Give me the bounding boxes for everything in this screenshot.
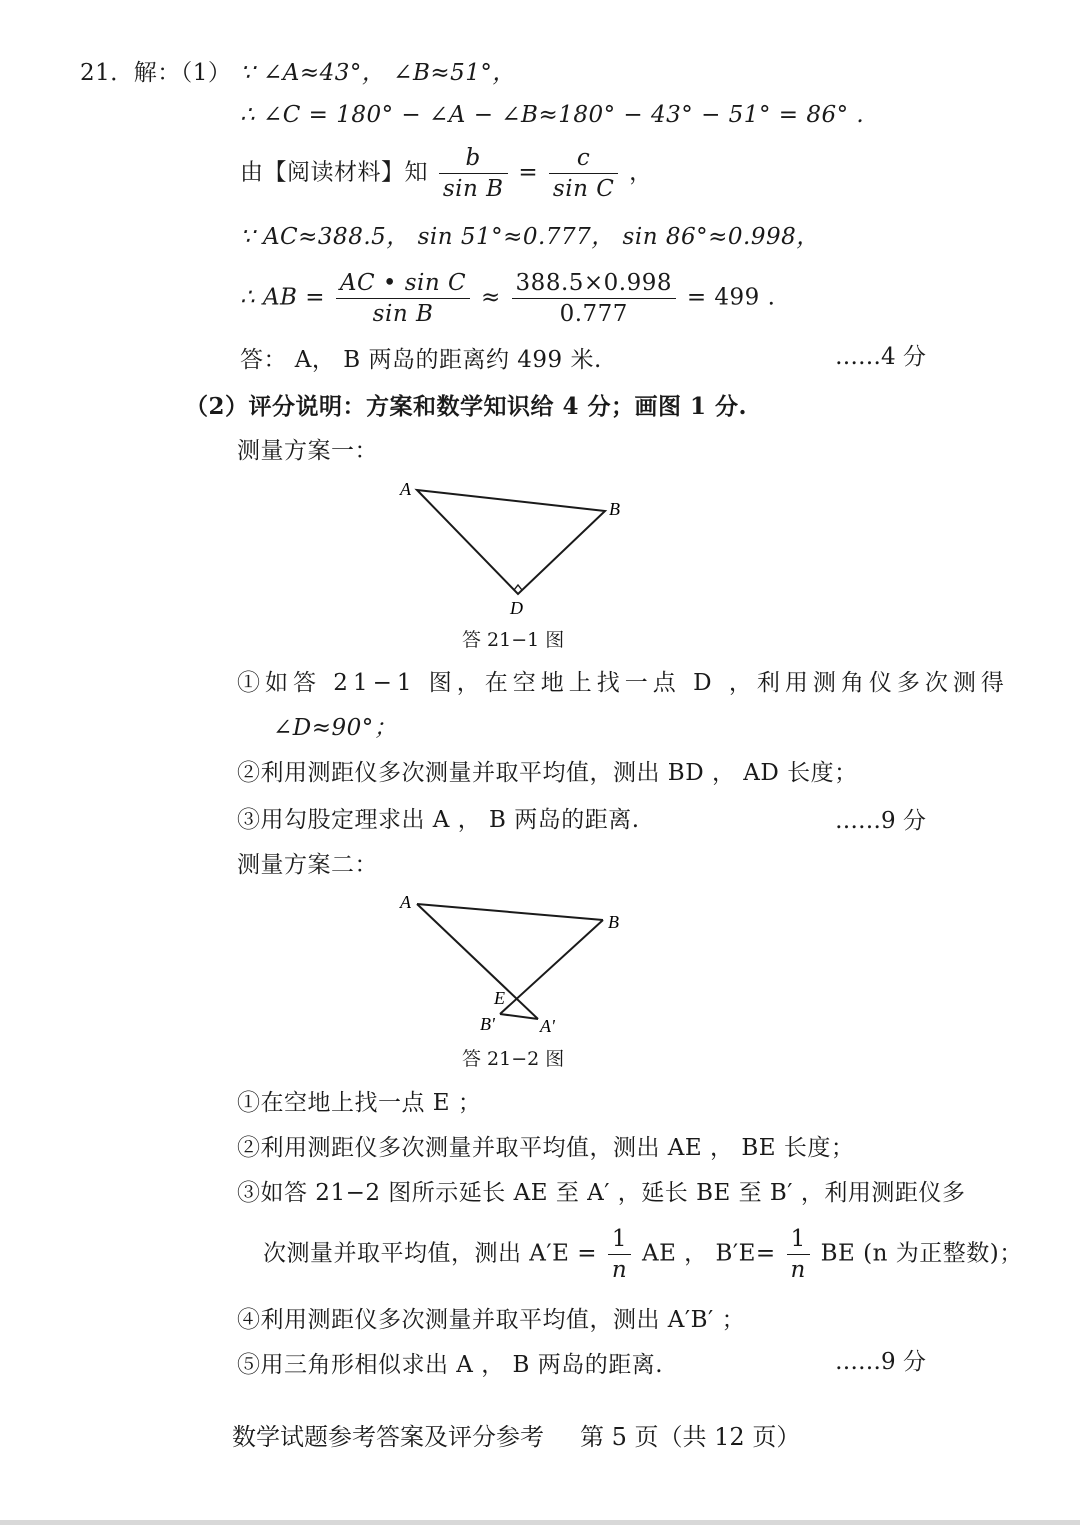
plan2-step4: ④利用测距仪多次测量并取平均值，测出 A′B′ ； — [237, 1307, 746, 1333]
plan2-step5: ⑤用三角形相似求出 A ， B 两岛的距离. — [237, 1352, 664, 1378]
plan1-step1-cont: ∠D≈90°； — [273, 715, 398, 741]
part2-heading: （2）评分说明：方案和数学知识给 4 分；画图 1 分. — [185, 393, 748, 420]
score-plan2: ……9 分 — [835, 1349, 926, 1375]
footer-page-number: 第 5 页（共 12 页） — [580, 1423, 801, 1451]
vertex-label-a2: A — [400, 892, 411, 912]
plan2-step1: ①在空地上找一点 E ； — [237, 1090, 482, 1116]
fraction-b-over-sinb: $\frac{b}{\text{sin B}}$ — [439, 143, 508, 204]
law-of-sines-line: 由【阅读材料】知 $\frac{b}{\text{sin B}}$ = $\frac{c}{\text{sin C}}$ ， — [240, 145, 653, 202]
reading-prefix: 由【阅读材料】知 — [240, 159, 428, 186]
segment-ab — [417, 904, 603, 920]
plan2-step2: ②利用测距仪多次测量并取平均值，测出 AE ， BE 长度； — [237, 1135, 855, 1161]
plan2-title: 测量方案二： — [237, 852, 378, 878]
plan1-step3: ③用勾股定理求出 A ， B 两岛的距离. — [237, 807, 640, 833]
vertex-label-e: E — [494, 988, 505, 1008]
vertex-label-a-prime: A' — [540, 1016, 555, 1036]
vertex-label-d: D — [510, 598, 523, 618]
fraction-one-over-n-2: $\frac{1}{n}$ — [787, 1224, 810, 1285]
fraction-numeric: $\frac{388.5\times 0.998}{0.777}$ — [512, 268, 676, 329]
figure-21-2-caption: 答 21−2 图 — [462, 1048, 565, 1070]
angle-c-line: ∴ ∠C = 180° − ∠A − ∠B≈180° − 43° − 51° = 86° . — [240, 102, 865, 128]
plan2-step3-cont: 次测量并取平均值，测出 A′E = $\frac{1}{n}$ AE ， B′E= $\frac{1}{n}$ BE (n 为正整数)； — [263, 1226, 1023, 1283]
fraction-c-over-sinc: $\frac{c}{\text{sin C}}$ — [549, 143, 618, 204]
score-plan1: ……9 分 — [835, 808, 926, 834]
fraction-ac-sinc-over-sinb: $\frac{\text{AC • sin C}}{\text{sin B}}$ — [336, 268, 470, 329]
vertex-label-b-prime: B' — [480, 1014, 495, 1034]
bottom-edge-rule — [0, 1520, 1080, 1525]
given-values: ∵ AC≈388.5， sin 51°≈0.777， sin 86°≈0.998， — [240, 224, 820, 250]
figure-21-1-caption: 答 21−1 图 — [462, 629, 565, 651]
score-part1: ……4 分 — [835, 344, 926, 370]
plan1-step1: ①如答 21−1 图，在空地上找一点 D ，利用测角仪多次测得 — [237, 670, 1009, 696]
vertex-label-b2: B — [608, 912, 619, 932]
vertex-label-a: A — [400, 479, 411, 499]
ab-computation: ∴ AB = $\frac{\text{AC • sin C}}{\text{sin B}}$ ≈ $\frac{388.5\times 0.998}{0.777}$ = 499 . — [240, 270, 776, 327]
segment-aa-prime — [417, 904, 538, 1019]
vertex-label-b: B — [609, 499, 620, 519]
answer-line: 答： A， B 两岛的距离约 499 米. — [240, 347, 602, 373]
plan1-title: 测量方案一： — [237, 438, 378, 464]
fraction-one-over-n-1: $\frac{1}{n}$ — [608, 1224, 631, 1285]
footer-title: 数学试题参考答案及评分参考 — [232, 1423, 544, 1451]
solution-heading: 21．解：（1） — [80, 60, 232, 86]
given-angles: ∵ ∠A≈43°， ∠B≈51°， — [240, 60, 516, 86]
segment-bb-prime — [500, 920, 603, 1014]
plan1-step2: ②利用测距仪多次测量并取平均值，测出 BD ， AD 长度； — [237, 760, 858, 786]
plan2-step3: ③如答 21−2 图所示延长 AE 至 A′ ，延长 BE 至 B′ ，利用测距仪多 — [237, 1180, 966, 1206]
